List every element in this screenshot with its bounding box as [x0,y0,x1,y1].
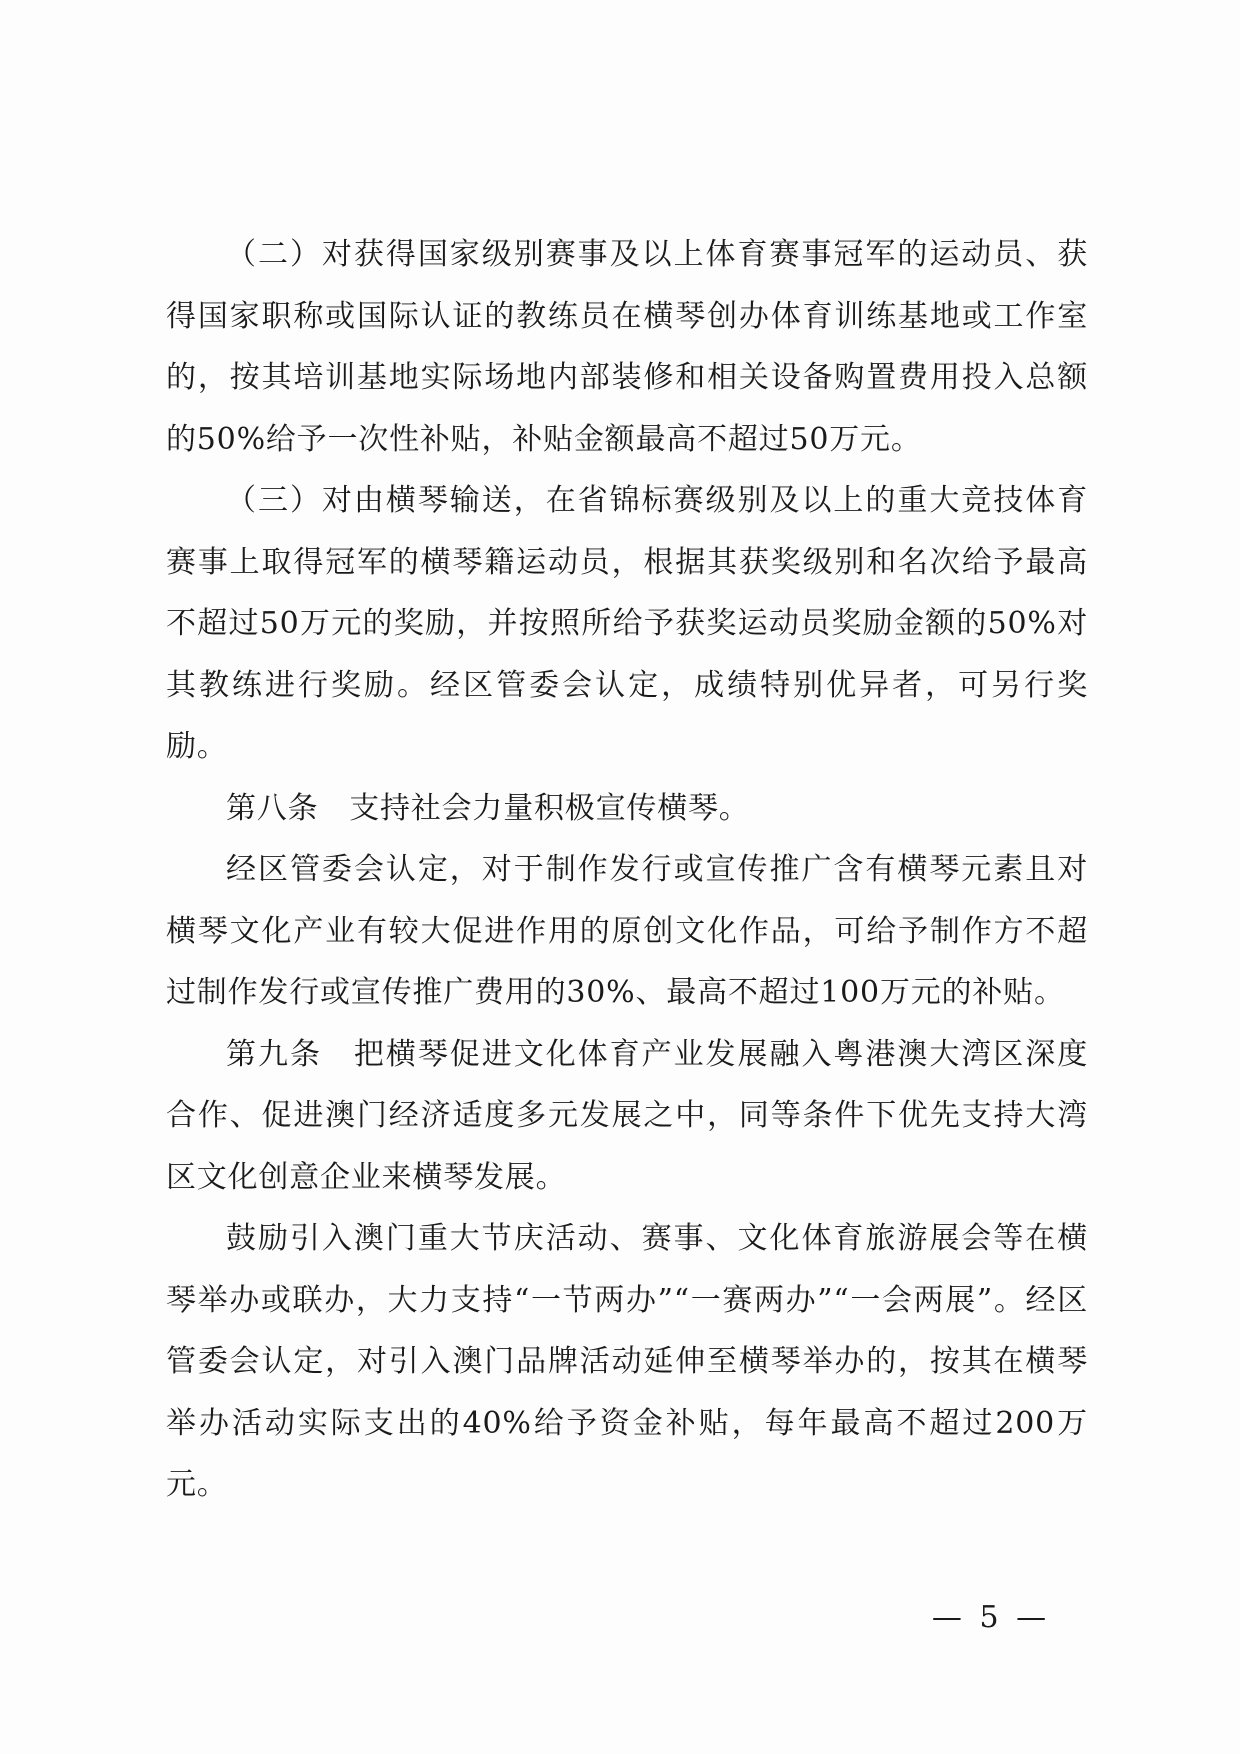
paragraph-clause-2: （二）对获得国家级别赛事及以上体育赛事冠军的运动员、获得国家职称或国际认证的教练员在横琴创办体育训练基地或工作室的，按其培训基地实际场地内部装修和相关设备购置费用投入总额的50%给予一次性补贴，补贴金额最高不超过50万元。 [166,237,1088,457]
paragraph-clause-3: （三）对由横琴输送，在省锦标赛级别及以上的重大竞技体育赛事上取得冠军的横琴籍运动员，根据其获奖级别和名次给予最高不超过50万元的奖励，并按照所给予获奖运动员奖励金额的50%对其教练进行奖励。经区管委会认定，成绩特别优异者，可另行奖励。 [166,483,1088,764]
body-text [166,224,1088,1516]
article-9-heading: 第九条 把横琴促进文化体育产业发展融入粤港澳大湾区深度合作、促进澳门经济适度多元发展之中，同等条件下优先支持大湾区文化创意企业来横琴发展。 [166,1036,1088,1195]
article-8-heading: 第八条 支持社会力量积极宣传横琴。 [226,790,750,826]
article-8-body: 经区管委会认定，对于制作发行或宣传推广含有横琴元素且对横琴文化产业有较大促进作用的原创文化作品，可给予制作方不超过制作发行或宣传推广费用的30%、最高不超过100万元的补贴。 [166,852,1088,1010]
article-9-body: 鼓励引入澳门重大节庆活动、赛事、文化体育旅游展会等在横琴举办或联办，大力支持“一节两办”“一赛两办”“一会两展”。经区管委会认定，对引入澳门品牌活动延伸至横琴举办的，按其在横琴举办活动实际支出的40%给予资金补贴，每年最高不超过200万元。 [166,1221,1088,1502]
page-number: — 5 — [931,1600,1051,1635]
